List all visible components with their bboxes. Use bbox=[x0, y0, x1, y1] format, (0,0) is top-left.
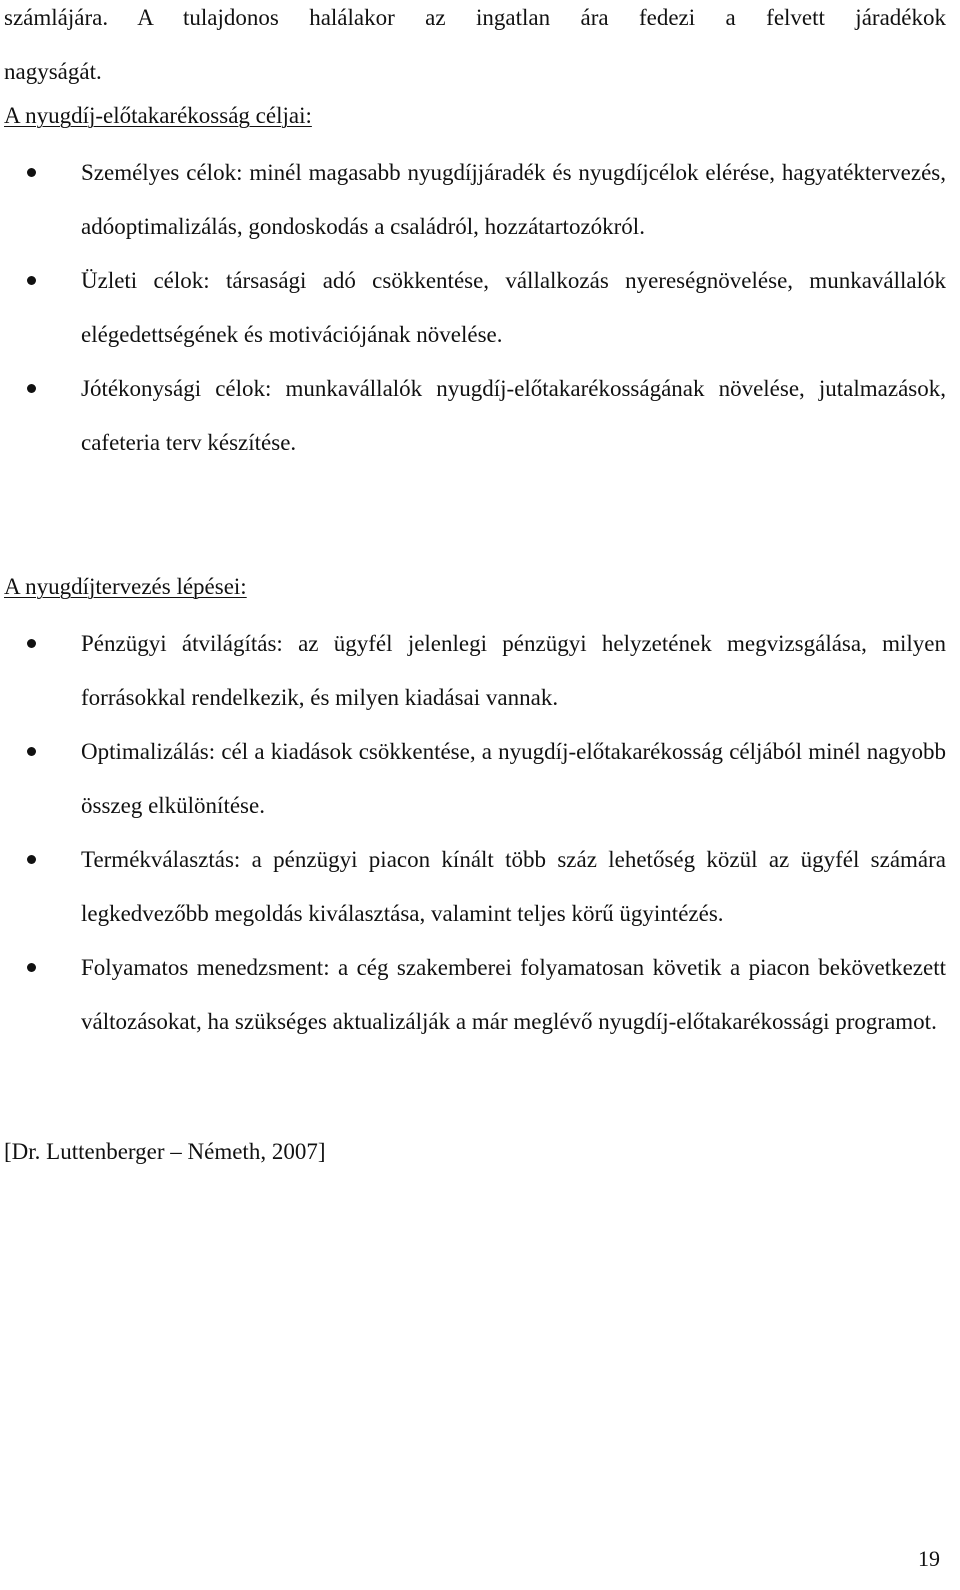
bullet-icon bbox=[27, 747, 36, 756]
bullet-icon bbox=[27, 855, 36, 864]
intro-paragraph bbox=[4, 0, 946, 99]
bullet-icon bbox=[27, 276, 36, 285]
list-item-text: Személyes célok: minél magasabb nyugdíjjáradék és nyugdíjcélok elérése, hagyatéktervezés, adóoptimalizálás, gondoskodás a családról, hozzátartozókról. bbox=[81, 160, 946, 239]
bullet-icon bbox=[27, 963, 36, 972]
list-item bbox=[4, 833, 946, 941]
bullet-icon bbox=[27, 168, 36, 177]
list-item-text: Optimalizálás: cél a kiadások csökkentése, a nyugdíj-előtakarékosság céljából minél nagyobb összeg elkülönítése. bbox=[81, 739, 946, 818]
list-item bbox=[4, 941, 946, 1049]
list-item bbox=[4, 254, 946, 362]
steps-list bbox=[4, 617, 946, 1049]
section-heading-steps: A nyugdíjtervezés lépései: bbox=[4, 574, 247, 599]
goals-list bbox=[4, 146, 946, 470]
intro-line-2: nagyságát. bbox=[4, 59, 102, 84]
page-number: 19 bbox=[918, 1546, 940, 1571]
list-item bbox=[4, 362, 946, 470]
list-item-text: Üzleti célok: társasági adó csökkentése, vállalkozás nyereségnövelése, munkavállalók elégedettségének és motivációjának növelése. bbox=[81, 268, 946, 347]
citation: [Dr. Luttenberger – Németh, 2007] bbox=[4, 1139, 326, 1164]
list-item-text: Folyamatos menedzsment: a cég szakemberei folyamatosan követik a piacon bekövetkezett változásokat, ha szükséges aktualizálják a már meglévő nyugdíj-előtakarékossági programot. bbox=[81, 955, 946, 1034]
section-heading-goals: A nyugdíj-előtakarékosság céljai: bbox=[4, 103, 312, 128]
bullet-icon bbox=[27, 384, 36, 393]
list-item bbox=[4, 725, 946, 833]
list-item-text: Jótékonysági célok: munkavállalók nyugdíj-előtakarékosságának növelése, jutalmazások, cafeteria terv készítése. bbox=[81, 376, 946, 455]
bullet-icon bbox=[27, 639, 36, 648]
list-item-text: Pénzügyi átvilágítás: az ügyfél jelenlegi pénzügyi helyzetének megvizsgálása, milyen forrásokkal rendelkezik, és milyen kiadásai vannak. bbox=[81, 631, 946, 710]
list-item bbox=[4, 146, 946, 254]
list-item-text: Termékválasztás: a pénzügyi piacon kínált több száz lehetőség közül az ügyfél számára legkedvezőbb megoldás kiválasztása, valamint teljes körű ügyintézés. bbox=[81, 847, 946, 926]
list-item bbox=[4, 617, 946, 725]
intro-line-1: számlájára. A tulajdonos halálakor az ingatlan ára fedezi a felvett járadékok bbox=[4, 5, 946, 30]
